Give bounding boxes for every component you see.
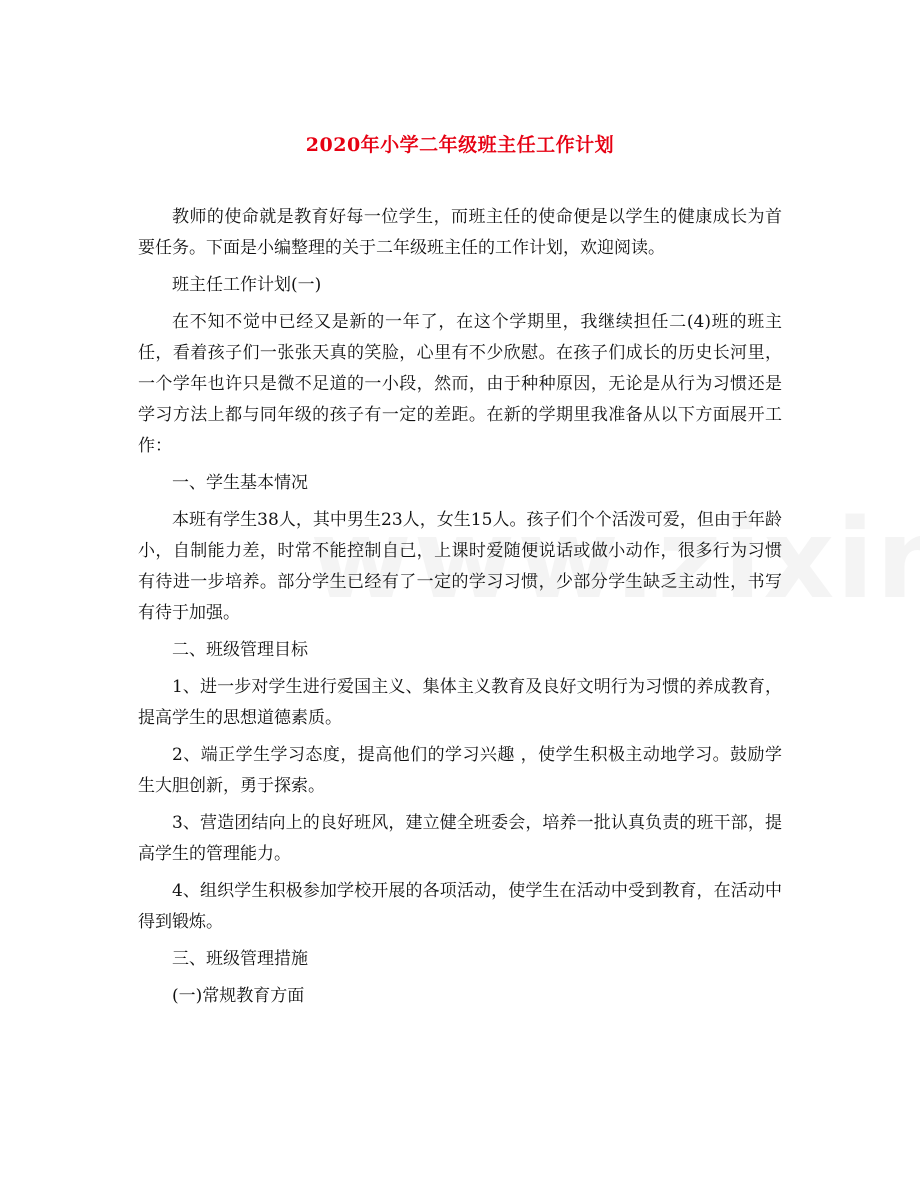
paragraph-student-info: 本班有学生38人，其中男生23人，女生15人。孩子们个个活泼可爱，但由于年龄小，自制能力差，时常不能控制自己，上课时爱随便说话或做小动作，很多行为习惯有待进一步培养。部分学生已经有了一定的学习习惯，少部分学生缺乏主动性，书写有待于加强。 <box>138 510 782 623</box>
section-heading-goals: 二、班级管理目标 <box>172 640 308 660</box>
paragraph-intro: 教师的使命就是教育好每一位学生，而班主任的使命便是以学生的健康成长为首要任务。下面是小编整理的关于二年级班主任的工作计划，欢迎阅读。 <box>138 207 782 258</box>
section-heading-student-info: 一、学生基本情况 <box>172 473 308 493</box>
paragraph-goal-4: 4、组织学生积极参加学校开展的各项活动，使学生在活动中受到教育，在活动中得到锻炼。 <box>138 881 782 932</box>
document-title: 2020年小学二年级班主任工作计划 <box>305 134 615 156</box>
paragraph-opening: 在不知不觉中已经又是新的一年了，在这个学期里，我继续担任二(4)班的班主任，看着孩子们一张张天真的笑脸，心里有不少欣慰。在孩子们成长的历史长河里，一个学年也许只是微不足道的一小段，然而，由于种种原因，无论是从行为习惯还是学习方法上都与同年级的孩子有一定的差距。在新的学期里我准备从以下方面展开工作： <box>138 312 782 456</box>
section-heading-measures: 三、班级管理措施 <box>172 949 308 969</box>
paragraph-goal-2: 2、端正学生学习态度，提高他们的学习兴趣 ，使学生积极主动地学习。鼓励学生大胆创新，勇于探索。 <box>138 745 782 796</box>
subsection-heading-routine: (一)常规教育方面 <box>172 986 305 1006</box>
paragraph-goal-1: 1、进一步对学生进行爱国主义、集体主义教育及良好文明行为习惯的养成教育，提高学生的思想道德素质。 <box>138 677 782 728</box>
section-heading-plan-1: 班主任工作计划(一) <box>172 275 322 295</box>
paragraph-goal-3: 3、营造团结向上的良好班风，建立健全班委会，培养一批认真负责的班干部，提高学生的管理能力。 <box>138 813 782 864</box>
document-body <box>138 202 782 1018</box>
